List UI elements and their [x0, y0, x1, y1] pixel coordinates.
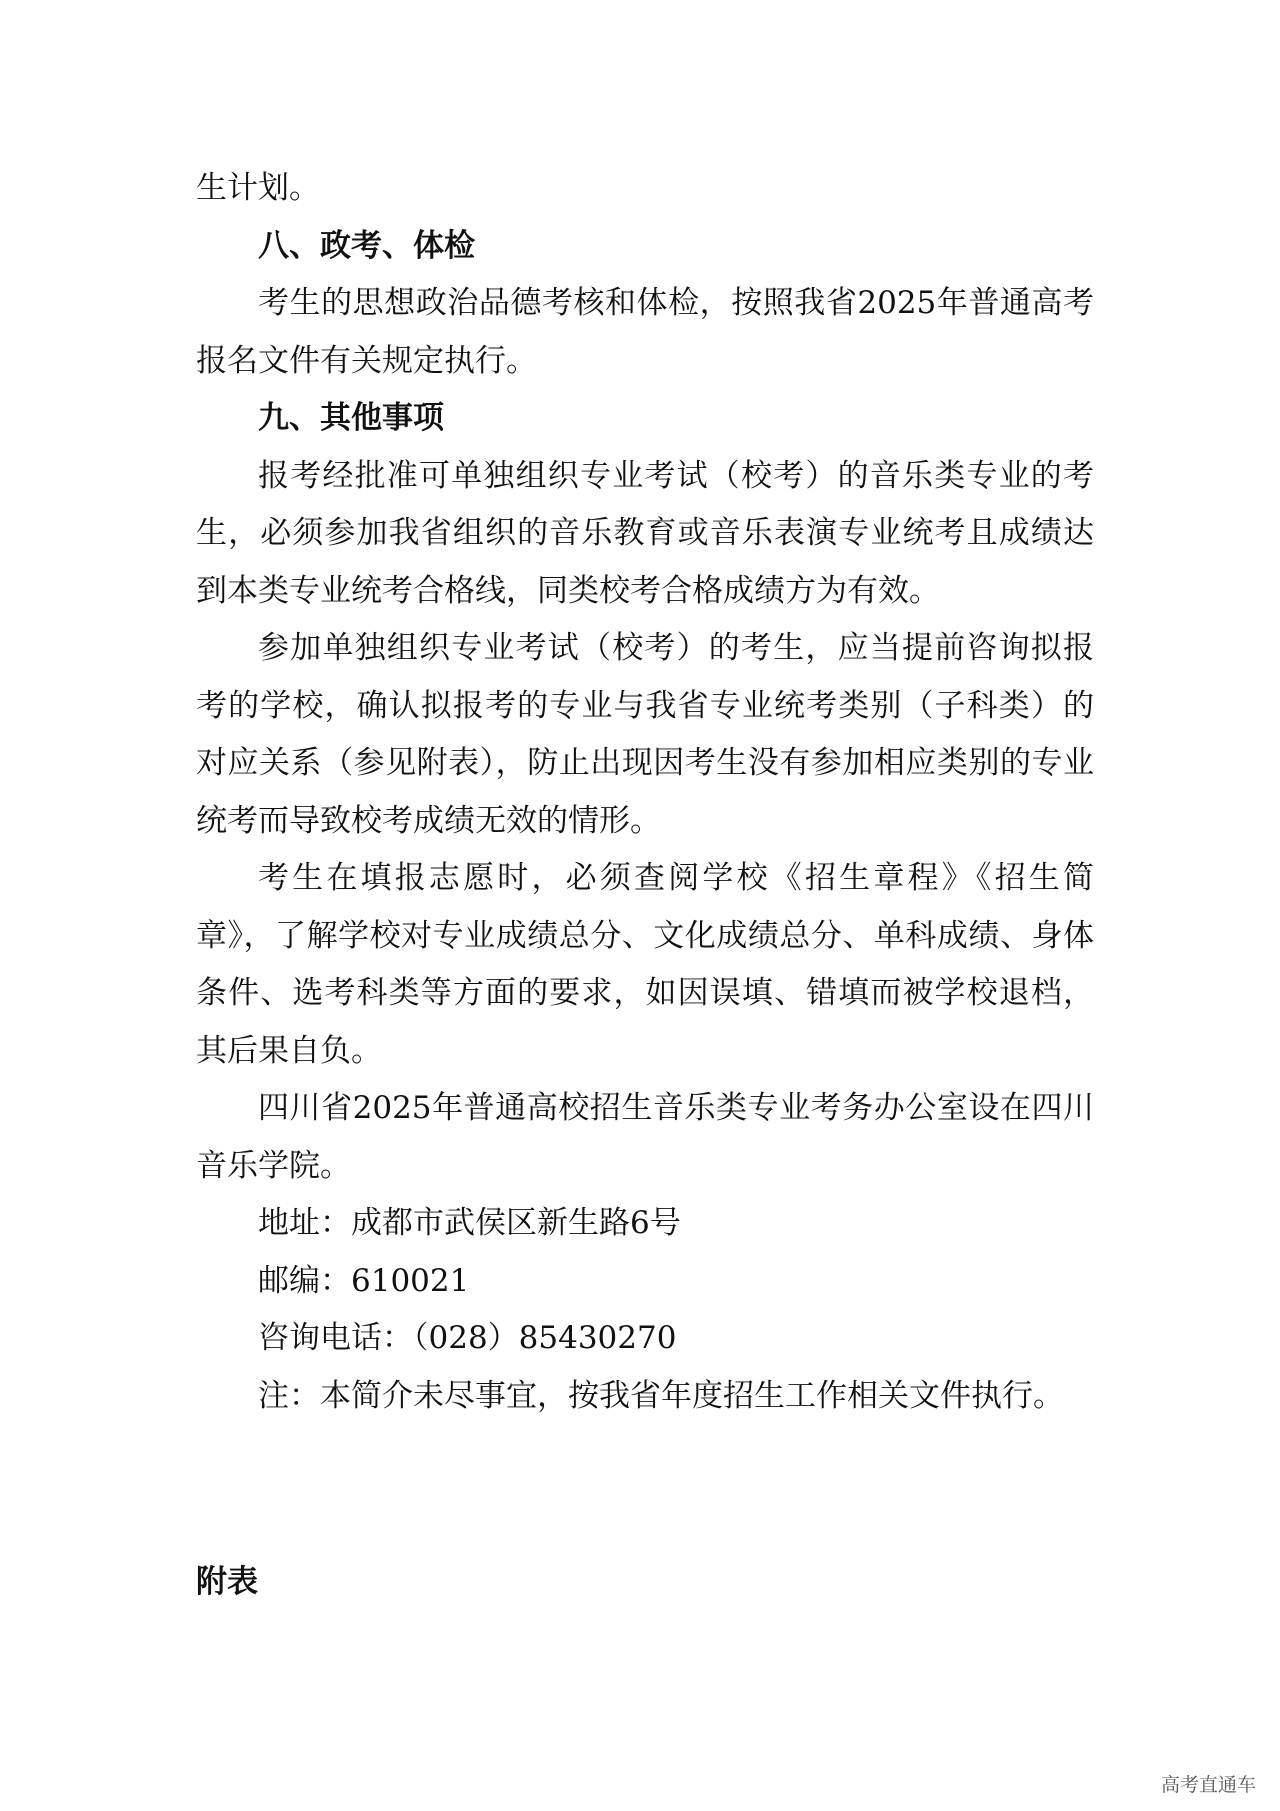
section-heading-8: 八、政考、体检	[258, 227, 475, 264]
paragraph-consult-school: 参加单独组织专业考试（校考）的考生，应当提前咨询拟报考的学校，确认拟报考的专业与我省专业统考类别（子科类）的对应关系（参见附表），防止出现因考生没有参加相应类别的专业统考而导致校考成绩无效的情形。	[196, 630, 1094, 839]
paragraph-note: 注：本简介未尽事宜，按我省年度招生工作相关文件执行。	[258, 1377, 1064, 1414]
contact-phone: 咨询电话：（028）85430270	[258, 1320, 677, 1356]
paragraph-application-notice: 考生在填报志愿时，必须查阅学校《招生章程》《招生简章》，了解学校对专业成绩总分、文化成绩总分、单科成绩、身体条件、选考科类等方面的要求，如因误填、错填而被学校退档，其后果自负。	[196, 860, 1094, 1069]
section-heading-9: 九、其他事项	[258, 400, 444, 436]
paragraph-plan-end: 生计划。	[196, 170, 320, 206]
appendix-title: 附表	[196, 1564, 258, 1600]
contact-postcode: 邮编：610021	[258, 1262, 470, 1299]
watermark-text: 高考直通车	[1160, 1774, 1256, 1796]
contact-address: 地址：成都市武侯区新生路6号	[258, 1205, 681, 1241]
paragraph-school-exam-requirement: 报考经批准可单独组织专业考试（校考）的音乐类专业的考生，必须参加我省组织的音乐教育或音乐表演专业统考且成绩达到本类专业统考合格线，同类校考合格成绩方为有效。	[196, 457, 1094, 609]
document-body	[196, 160, 1094, 1425]
paragraph-political-exam: 考生的思想政治品德考核和体检，按照我省2025年普通高考报名文件有关规定执行。	[196, 285, 1094, 379]
paragraph-exam-office: 四川省2025年普通高校招生音乐类专业考务办公室设在四川音乐学院。	[196, 1090, 1094, 1184]
